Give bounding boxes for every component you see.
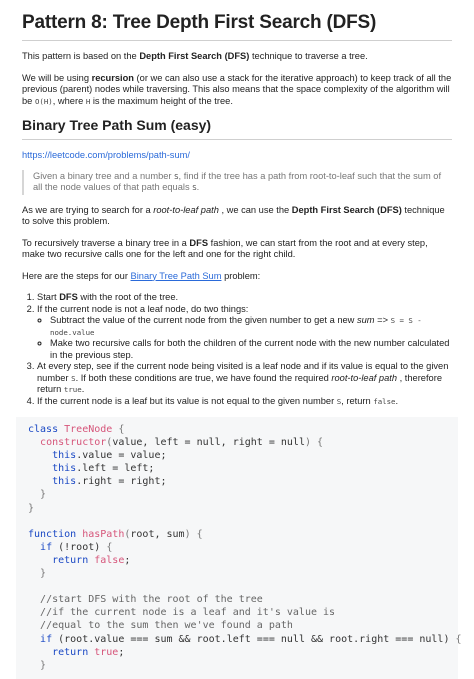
code-params: root, sum: [130, 528, 185, 540]
inline-code: false: [373, 396, 396, 406]
text: Start: [37, 292, 60, 302]
page-title: Pattern 8: Tree Depth First Search (DFS): [22, 12, 377, 33]
bold-text: DFS: [59, 292, 78, 302]
code-class-name: TreeNode: [64, 424, 113, 435]
code-this: this: [52, 450, 77, 462]
italic-text: sum: [356, 315, 375, 325]
list-item: [37, 304, 452, 362]
bold-text: recursion: [91, 72, 134, 83]
code-comment: //equal to the sum then we've found a path: [40, 620, 293, 632]
code-literal: false: [94, 554, 125, 566]
text: , therefore return: [37, 372, 442, 394]
text: , return: [341, 395, 374, 406]
section-divider: [22, 139, 452, 140]
code-statement: .value = value;: [76, 450, 167, 462]
text: .: [81, 384, 85, 394]
inline-code: S = S - node.value: [50, 316, 422, 337]
text: Make two recursive calls for both the children of the current node with the new number calculated in the previous step.: [50, 338, 450, 360]
code-condition: (root.value === sum && root.left === null && root.right === null): [58, 633, 450, 645]
text: Here are the steps for our: [22, 270, 131, 281]
sub-list: [37, 315, 452, 361]
text: Subtract the value of the current node from the given number to get a new: [50, 315, 357, 325]
list-item: [50, 315, 452, 338]
text: technique to solve this problem.: [22, 204, 445, 226]
code-this: this: [52, 476, 77, 488]
code-keyword: function: [28, 528, 77, 540]
steps-list: [22, 292, 452, 407]
inline-code: H: [85, 96, 91, 106]
text: fashion, we can start from the root and at every step, make two recursive calls one for the left and one for the right child.: [22, 237, 428, 259]
bold-text: Depth First Search (DFS): [291, 204, 402, 215]
code-keyword: return: [52, 646, 89, 658]
text: with the root of the tree.: [77, 292, 179, 302]
text: We will be using: [22, 72, 92, 83]
code-keyword: if: [40, 633, 53, 645]
code-constructor: constructor: [40, 437, 107, 449]
inline-code: S: [71, 373, 76, 383]
text: .: [196, 182, 200, 192]
list-item: [37, 292, 452, 304]
intro-paragraph-2: [22, 73, 452, 108]
title-divider: [22, 40, 452, 41]
list-item: [50, 338, 452, 361]
text: =>: [374, 315, 391, 325]
text: , find if the tree has a path from root-to-leaf such that the sum of all the node values of that path equals: [33, 170, 442, 192]
problem-quote: [22, 170, 452, 195]
inline-code: S: [174, 171, 179, 181]
text: As we are trying to search for a: [22, 204, 154, 215]
text: .: [395, 395, 399, 406]
inline-code: S: [192, 183, 197, 192]
code-params: value, left = null, right = null: [112, 437, 305, 449]
text: (or we can also use a stack for the iterative approach) to keep track of all the previous (parent) nodes while traversing. This also means that the space complexity of the algorithm will be: [22, 72, 452, 106]
bold-text: Depth First Search (DFS): [139, 51, 250, 61]
intro-paragraph-1: [22, 51, 452, 63]
problem-link[interactable]: https://leetcode.com/problems/path-sum/: [22, 150, 190, 160]
text: problem:: [221, 270, 261, 281]
bold-text: DFS: [189, 237, 209, 248]
paragraph-approach: [22, 205, 452, 228]
problem-name-link[interactable]: Binary Tree Path Sum: [130, 270, 222, 281]
code-comment: //start DFS with the root of the tree: [40, 594, 263, 606]
code-literal: true: [94, 646, 119, 658]
italic-text: root-to-leaf path: [331, 372, 398, 383]
text: technique to traverse a tree.: [249, 51, 368, 61]
inline-code: true: [63, 385, 82, 394]
code-keyword: return: [52, 554, 89, 566]
text: . If both these conditions are true, we have found the required: [75, 372, 332, 383]
code-statement: .left = left;: [76, 463, 155, 475]
text: To recursively traverse a binary tree in a: [22, 237, 190, 248]
text: If the current node is not a leaf node, do two things:: [37, 303, 249, 314]
code-function-name: hasPath: [82, 528, 125, 540]
text: If the current node is a leaf but its value is not equal to the given number: [37, 395, 337, 406]
code-statement: .right = right;: [76, 476, 167, 488]
paragraph-steps-intro: [22, 271, 452, 283]
code-comment: //if the current node is a leaf and it's value is: [40, 607, 336, 619]
code-condition: (!root): [58, 541, 101, 553]
text: , where: [52, 95, 86, 106]
inline-code: O(H): [34, 96, 53, 106]
section-heading: Binary Tree Path Sum (easy): [22, 117, 212, 133]
inline-code: S: [336, 396, 342, 406]
italic-text: root-to-leaf path: [153, 204, 219, 215]
text: This pattern is based on the: [22, 51, 140, 61]
code-keyword: if: [40, 541, 53, 553]
code-this: this: [52, 463, 77, 475]
text: At every step, see if the current node being visited is a leaf node and if its value is equal to the given number: [37, 361, 449, 383]
code-block: class TreeNode { constructor(value, left = null, right = null) { this.value = value; this.left = left; this.right = right; } } function hasPath(root, sum) { if (!root) { return false; } //start DFS with the root of the tree //if the current node is a leaf and it's value is //equal to the sum then we've found a path if (root.value === sum && root.left === null && root.right === null) { return true; }: [16, 417, 458, 679]
paragraph-recursion: [22, 238, 452, 261]
code-keyword: class: [28, 424, 59, 435]
list-item: [37, 396, 452, 408]
text: is the maximum height of the tree.: [90, 95, 233, 106]
list-item: [37, 361, 452, 396]
text: , we can use the: [218, 204, 292, 215]
text: Given a binary tree and a number: [33, 170, 175, 181]
